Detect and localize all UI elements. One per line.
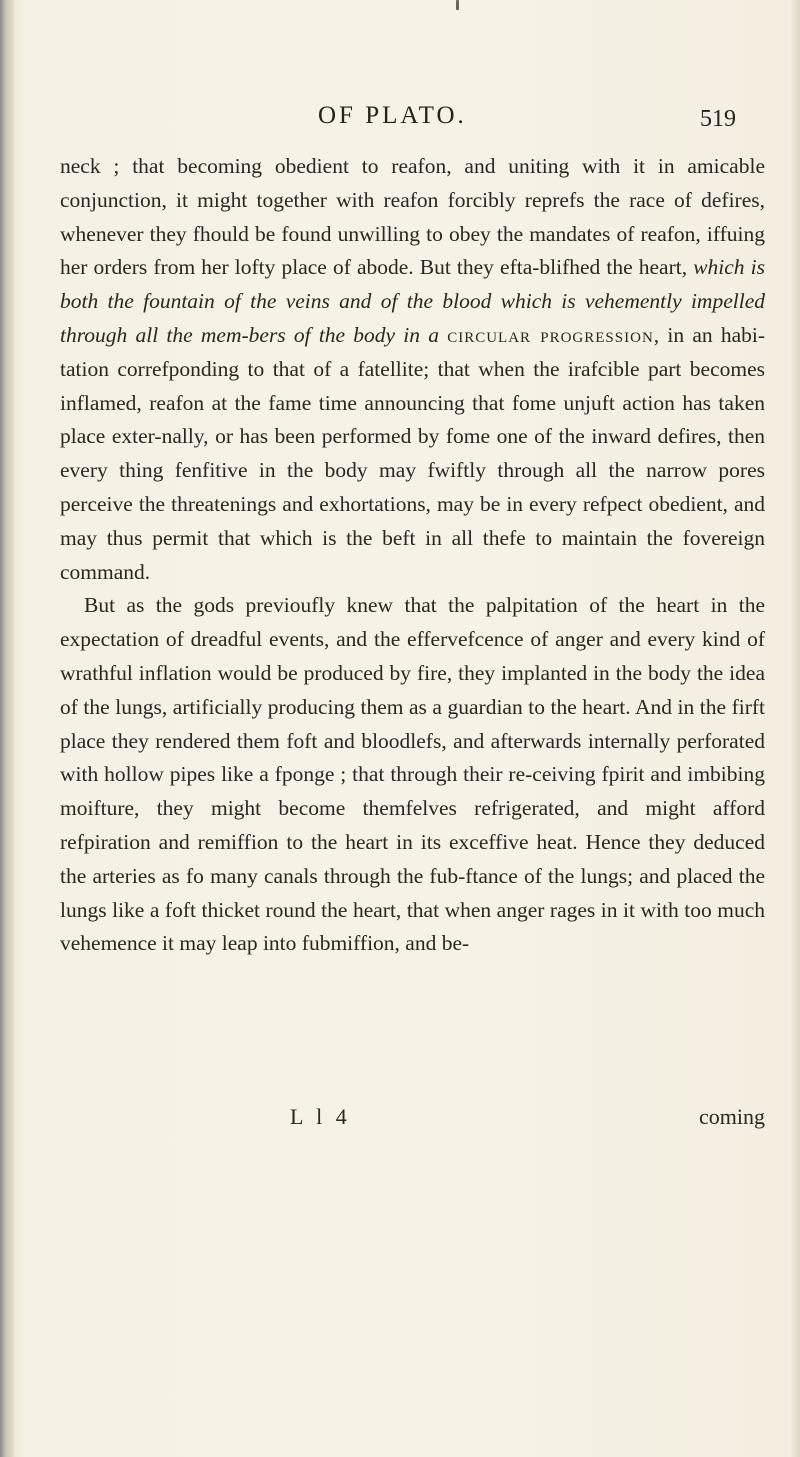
page-header <box>60 102 764 142</box>
text-segment-normal: But as the gods previoufly knew that the palpitation of the heart in the expectation of dreadful events, and the effervefcence of anger and every kind of wrathful inflation would be produced by fire, they implanted in the body the idea of the lungs, artificially producing them as a guardian to the heart. And in the firft place they rendered them foft and bloodlefs, and afterwards internally perforated with hollow pipes like a fponge ; that through their re-ceiving fpirit and imbibing moifture, they might become themfelves refrigerated, and might afford refpiration and remiffion to the heart in its exceffive heat. Hence they deduced the arteries as fo many canals through the fub-ftance of the lungs; and placed the lungs like a foft thicket round the heart, that when anger rages in it with too much vehemence it may leap into fubmiffion, and be- <box>60 593 765 956</box>
paragraph-2 <box>60 589 765 961</box>
body-text <box>60 150 765 961</box>
signature-mark: L l 4 <box>290 1104 351 1129</box>
running-title: OF PLATO. <box>318 102 467 129</box>
catchword: coming <box>699 1104 765 1129</box>
text-segment-normal: , in an habi-tation correfponding to that of a fatellite; that when the irafcible part becomes inflamed, reafon at the fame time announcing that fome unjuft action has taken place exter-nally, or has been performed by fome one of the inward defires, then every thing fenfitive in the body may fwiftly through all the narrow pores perceive the threatenings and exhortations, may be in every refpect obedient, and may thus permit that which is the beft in all thefe to maintain the fovereign command. <box>60 322 765 584</box>
paragraph-1 <box>60 150 765 589</box>
ink-speck <box>456 0 459 10</box>
page-footer <box>60 1104 765 1140</box>
text-segment-italic: which is both the fountain of the veins and of the blood which is vehemently impelled through all the mem-bers of the body in a <box>60 255 765 347</box>
page-number: 519 <box>700 106 736 132</box>
page-binding-edge <box>0 0 14 1457</box>
text-segment-normal: neck ; that becoming obedient to reafon, and uniting with it in amicable conjunction, it might together with reafon forcibly reprefs the race of defires, whenever they fhould be found unwilling to obey the mandates of reafon, iffuing her orders from her lofty place of abode. But they efta-blifhed the heart, <box>60 154 765 280</box>
text-segment-smallcaps: circular progression <box>447 322 654 347</box>
page-right-edge <box>790 0 800 1457</box>
